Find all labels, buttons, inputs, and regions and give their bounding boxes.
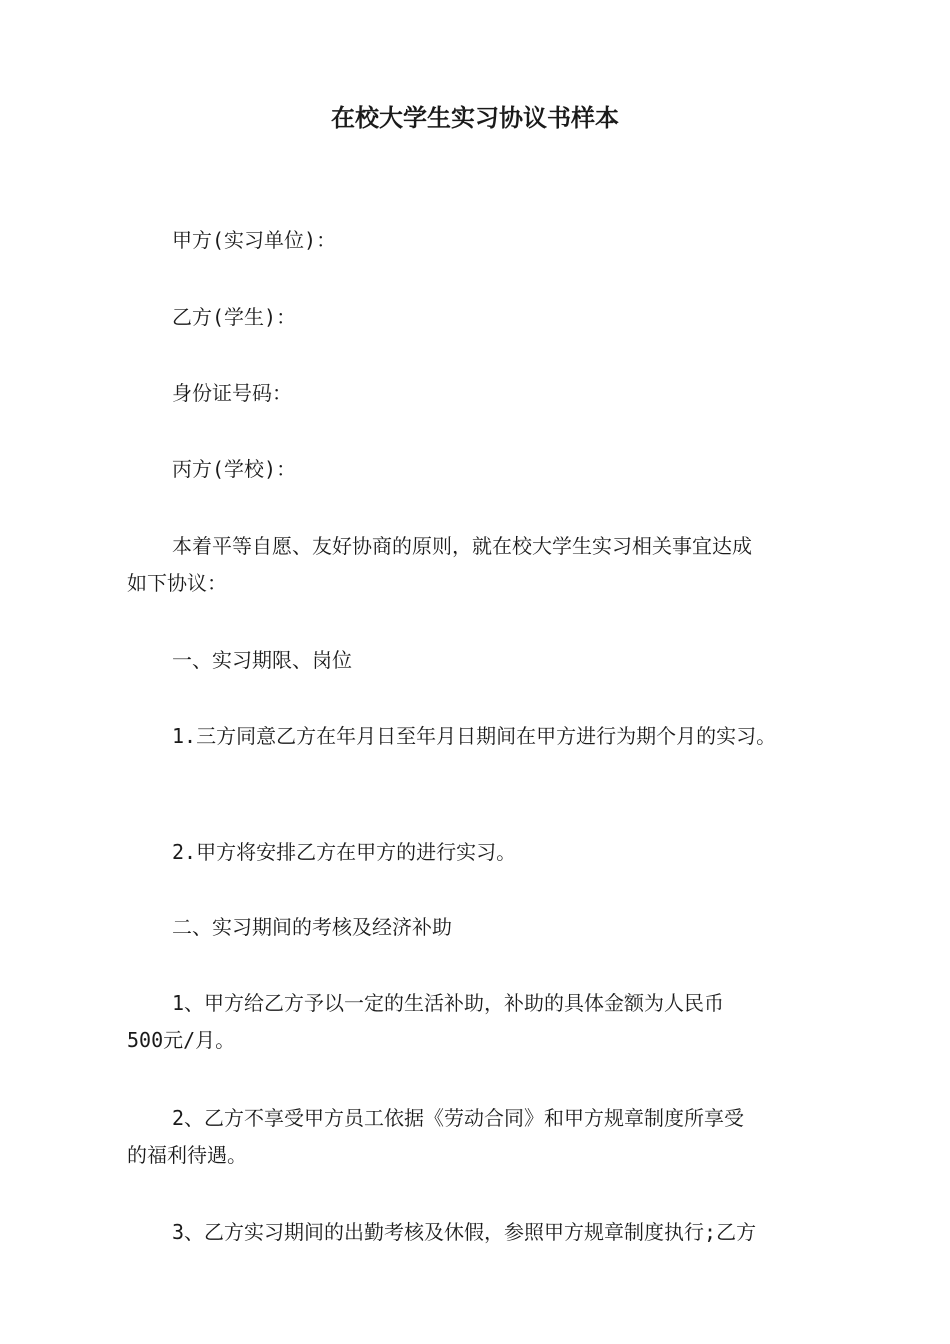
clause-1-2 — [127, 834, 827, 871]
section-heading-2 — [127, 909, 827, 946]
paragraph-line: 如下协议： — [127, 571, 227, 595]
party-c-paragraph — [127, 451, 827, 488]
paragraph-line: 身份证号码： — [172, 381, 292, 405]
paragraph-line: 1.三方同意乙方在年月日至年月日期间在甲方进行为期个月的实习。 — [172, 724, 777, 748]
paragraph-line: 2、乙方不享受甲方员工依据《劳动合同》和甲方规章制度所享受 — [172, 1106, 745, 1130]
paragraph-line: 丙方(学校)： — [172, 457, 297, 481]
paragraph-line: 本着平等自愿、友好协商的原则，就在校大学生实习相关事宜达成 — [172, 534, 752, 558]
paragraph-line: 3、乙方实习期间的出勤考核及休假，参照甲方规章制度执行;乙方 — [172, 1220, 757, 1244]
paragraph-line: 一、实习期限、岗位 — [172, 648, 352, 672]
paragraph-line: 500元/月。 — [127, 1028, 236, 1052]
section-heading-1 — [127, 642, 827, 679]
paragraph-line: 甲方(实习单位)： — [172, 228, 337, 252]
party-b-paragraph — [127, 299, 827, 336]
id-number-paragraph — [127, 375, 827, 412]
clause-2-3 — [127, 1214, 827, 1251]
clause-2-2 — [127, 1100, 827, 1174]
paragraph-line: 1、甲方给乙方予以一定的生活补助，补助的具体金额为人民币 — [172, 991, 725, 1015]
paragraph-line: 二、实习期间的考核及经济补助 — [172, 915, 452, 939]
document-title: 在校大学生实习协议书样本 — [331, 104, 619, 132]
preamble-paragraph — [127, 528, 827, 602]
clause-2-1 — [127, 985, 827, 1059]
clause-1-1 — [127, 718, 827, 755]
paragraph-line: 2.甲方将安排乙方在甲方的进行实习。 — [172, 840, 517, 864]
paragraph-line: 的福利待遇。 — [127, 1143, 247, 1167]
paragraph-line: 乙方(学生)： — [172, 305, 297, 329]
party-a-paragraph — [127, 222, 827, 259]
